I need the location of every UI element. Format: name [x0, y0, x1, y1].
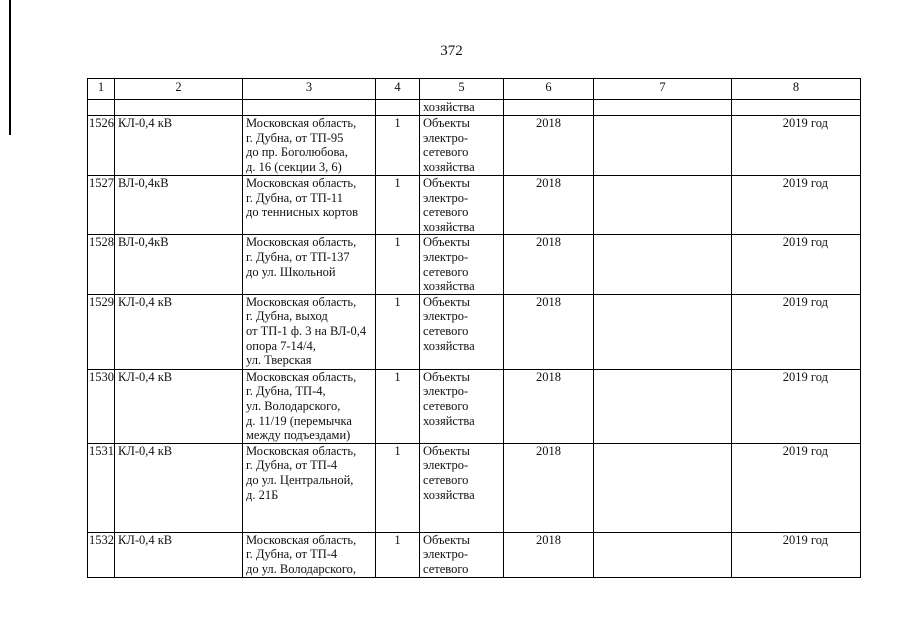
page-number: 372 [440, 43, 463, 59]
column-header-5: 5 [420, 79, 504, 100]
year-value [504, 100, 594, 116]
row-number: 1527 [88, 176, 115, 235]
table-row [88, 532, 861, 577]
object-name: КЛ-0,4 кВ [115, 443, 243, 532]
column-header-2: 2 [115, 79, 243, 100]
period-value: 2019 год [732, 235, 861, 294]
object-name: КЛ-0,4 кВ [115, 532, 243, 577]
row-number [88, 100, 115, 116]
quantity: 1 [376, 532, 420, 577]
registry-table [87, 78, 861, 578]
period-value [732, 100, 861, 116]
scan-margin-line [9, 0, 11, 135]
object-location: Московская область, г. Дубна, ТП-4, ул. Володарского, д. 11/19 (перемычка между подъездами) [243, 369, 376, 443]
quantity: 1 [376, 443, 420, 532]
object-location: Московская область, г. Дубна, от ТП-137 до ул. Школьной [243, 235, 376, 294]
note-cell [594, 116, 732, 176]
row-number: 1528 [88, 235, 115, 294]
column-header-8: 8 [732, 79, 861, 100]
table-row [88, 116, 861, 176]
row-number: 1530 [88, 369, 115, 443]
note-cell [594, 369, 732, 443]
table-row [88, 294, 861, 369]
object-location: Московская область, г. Дубна, от ТП-4 до ул. Володарского, [243, 532, 376, 577]
year-value: 2018 [504, 443, 594, 532]
object-name: ВЛ-0,4кВ [115, 176, 243, 235]
year-value: 2018 [504, 369, 594, 443]
object-type: Объекты электро- сетевого хозяйства [420, 443, 504, 532]
year-value: 2018 [504, 176, 594, 235]
note-cell [594, 235, 732, 294]
table-row [88, 235, 861, 294]
object-location: Московская область, г. Дубна, выход от ТП-1 ф. 3 на ВЛ-0,4 опора 7-14/4, ул. Тверская [243, 294, 376, 369]
column-header-3: 3 [243, 79, 376, 100]
period-value: 2019 год [732, 532, 861, 577]
object-type: Объекты электро- сетевого [420, 532, 504, 577]
object-type: Объекты электро- сетевого хозяйства [420, 116, 504, 176]
note-cell [594, 532, 732, 577]
note-cell [594, 294, 732, 369]
row-number: 1526 [88, 116, 115, 176]
note-cell [594, 176, 732, 235]
quantity: 1 [376, 235, 420, 294]
object-type: Объекты электро- сетевого хозяйства [420, 369, 504, 443]
period-value: 2019 год [732, 294, 861, 369]
quantity: 1 [376, 369, 420, 443]
row-number: 1529 [88, 294, 115, 369]
object-type: Объекты электро- сетевого хозяйства [420, 176, 504, 235]
header-row [88, 79, 861, 100]
year-value: 2018 [504, 532, 594, 577]
object-location: Московская область, г. Дубна, от ТП-11 до теннисных кортов [243, 176, 376, 235]
quantity: 1 [376, 294, 420, 369]
object-name [115, 100, 243, 116]
period-value: 2019 год [732, 443, 861, 532]
year-value: 2018 [504, 294, 594, 369]
table-row [88, 369, 861, 443]
period-value: 2019 год [732, 369, 861, 443]
object-location: Московская область, г. Дубна, от ТП-4 до ул. Центральной, д. 21Б [243, 443, 376, 532]
year-value: 2018 [504, 235, 594, 294]
quantity: 1 [376, 176, 420, 235]
table-row [88, 176, 861, 235]
period-value: 2019 год [732, 176, 861, 235]
object-location [243, 100, 376, 116]
object-name: КЛ-0,4 кВ [115, 116, 243, 176]
object-type: Объекты электро- сетевого хозяйства [420, 235, 504, 294]
row-number: 1531 [88, 443, 115, 532]
year-value: 2018 [504, 116, 594, 176]
table-row [88, 100, 861, 116]
quantity: 1 [376, 116, 420, 176]
column-header-7: 7 [594, 79, 732, 100]
object-name: ВЛ-0,4кВ [115, 235, 243, 294]
object-name: КЛ-0,4 кВ [115, 369, 243, 443]
table-row [88, 443, 861, 532]
object-name: КЛ-0,4 кВ [115, 294, 243, 369]
row-number: 1532 [88, 532, 115, 577]
column-header-1: 1 [88, 79, 115, 100]
period-value: 2019 год [732, 116, 861, 176]
object-type: хозяйства [420, 100, 504, 116]
quantity [376, 100, 420, 116]
object-location: Московская область, г. Дубна, от ТП-95 до пр. Боголюбова, д. 16 (секции 3, 6) [243, 116, 376, 176]
object-type: Объекты электро- сетевого хозяйства [420, 294, 504, 369]
note-cell [594, 443, 732, 532]
column-header-6: 6 [504, 79, 594, 100]
note-cell [594, 100, 732, 116]
column-header-4: 4 [376, 79, 420, 100]
